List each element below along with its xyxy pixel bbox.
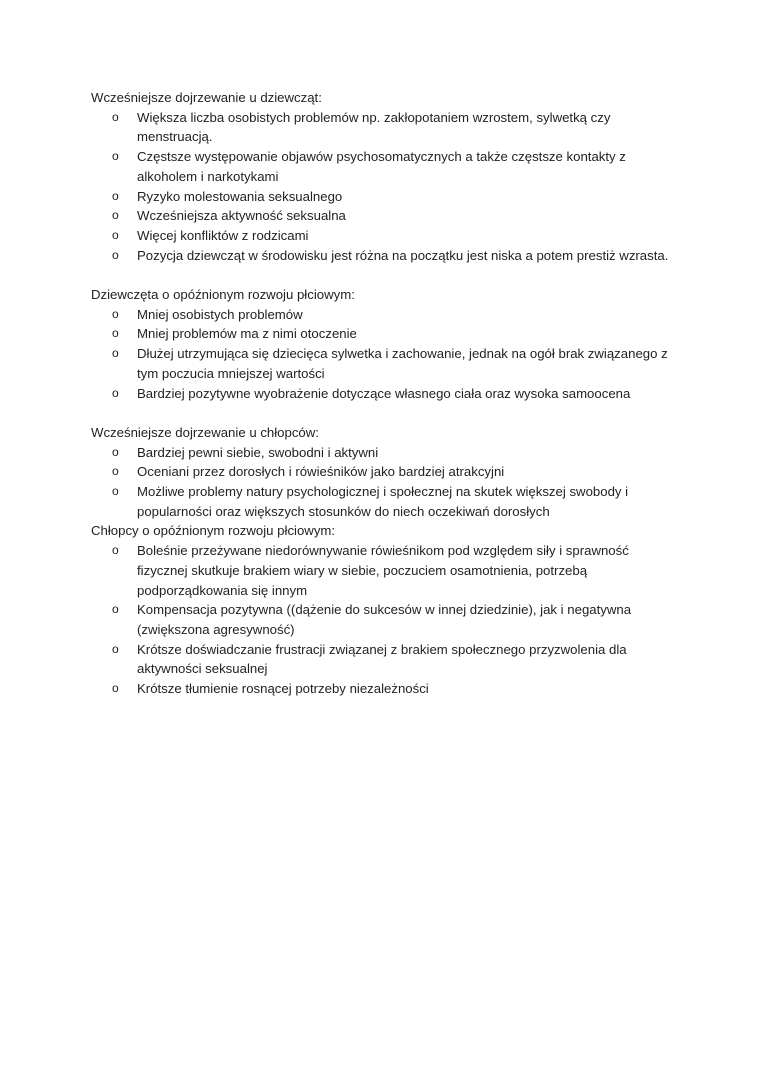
bullet-circle-icon: o bbox=[112, 346, 119, 361]
bullet-circle-icon: o bbox=[112, 602, 119, 617]
list-item bbox=[91, 462, 670, 482]
list-item bbox=[91, 305, 670, 325]
list-item bbox=[91, 147, 670, 186]
bullet-list bbox=[91, 305, 670, 404]
list-item-text: Więcej konfliktów z rodzicami bbox=[137, 227, 309, 243]
list-item bbox=[91, 206, 670, 226]
list-item-text: Większa liczba osobistych problemów np. zakłopotaniem wzrostem, sylwetką czy menstruacją. bbox=[137, 109, 611, 145]
bullet-circle-icon: o bbox=[112, 247, 119, 262]
list-item-text: Wcześniejsza aktywność seksualna bbox=[137, 208, 346, 224]
list-item bbox=[91, 443, 670, 463]
bullet-circle-icon: o bbox=[112, 385, 119, 400]
list-item-text: Boleśnie przeżywane niedorównywanie rówieśnikom pod względem siły i sprawność fizycznej skutkuje brakiem wiary w siebie, poczuciem osamotnienia, potrzebą podporządkowania się innym bbox=[137, 543, 629, 598]
list-item-text: Mniej osobistych problemów bbox=[137, 306, 303, 322]
list-item-text: Kompensacja pozytywna ((dążenie do sukcesów w innej dziedzinie), jak i negatywna (zwiększona agresywność) bbox=[137, 602, 632, 637]
bullet-circle-icon: o bbox=[112, 109, 119, 124]
bullet-circle-icon: o bbox=[112, 484, 119, 499]
list-item-text: Oceniani przez dorosłych i rówieśników jako bardziej atrakcyjni bbox=[137, 464, 505, 480]
list-item bbox=[91, 541, 670, 600]
section-delayed-puberty-girls bbox=[91, 285, 670, 403]
section-early-puberty-boys bbox=[91, 423, 670, 522]
list-item bbox=[91, 324, 670, 344]
bullet-circle-icon: o bbox=[112, 208, 119, 223]
section-delayed-puberty-boys bbox=[91, 521, 670, 698]
list-item-text: Ryzyko molestowania seksualnego bbox=[137, 188, 343, 204]
bullet-circle-icon: o bbox=[112, 227, 119, 242]
list-item-text: Krótsze tłumienie rosnącej potrzeby niezależności bbox=[137, 681, 429, 697]
list-item bbox=[91, 344, 670, 383]
list-item bbox=[91, 679, 670, 699]
section-heading: Chłopcy o opóźnionym rozwoju płciowym: bbox=[91, 523, 336, 539]
list-item-text: Bardziej pewni siebie, swobodni i aktywni bbox=[137, 444, 379, 460]
list-item bbox=[91, 226, 670, 246]
bullet-circle-icon: o bbox=[112, 149, 119, 164]
bullet-circle-icon: o bbox=[112, 681, 119, 696]
section-heading: Wcześniejsze dojrzewanie u dziewcząt: bbox=[91, 90, 322, 105]
bullet-list bbox=[91, 541, 670, 699]
list-item-text: Krótsze doświadczanie frustracji związanej z brakiem społecznego przyzwolenia dla aktywności seksualnej bbox=[137, 641, 627, 677]
list-item-text: Częstsze występowanie objawów psychosomatycznych a także częstsze kontakty z alkoholem i narkotykami bbox=[137, 149, 626, 184]
list-item-text: Pozycja dziewcząt w środowisku jest różna na początku jest niska a potem prestiż wzrasta. bbox=[137, 247, 669, 263]
bullet-list bbox=[91, 108, 670, 266]
bullet-circle-icon: o bbox=[112, 326, 119, 341]
bullet-circle-icon: o bbox=[112, 306, 119, 321]
list-item-text: Mniej problemów ma z nimi otoczenie bbox=[137, 326, 357, 342]
list-item bbox=[91, 246, 670, 266]
bullet-circle-icon: o bbox=[112, 641, 119, 656]
bullet-circle-icon: o bbox=[112, 464, 119, 479]
section-heading: Dziewczęta o opóźnionym rozwoju płciowym: bbox=[91, 287, 355, 303]
list-item bbox=[91, 108, 670, 147]
list-item-text: Dłużej utrzymująca się dziecięca sylwetka i zachowanie, jednak na ogół brak związanego z tym poczucia mniejszej wartości bbox=[137, 346, 668, 381]
bullet-circle-icon: o bbox=[112, 188, 119, 203]
bullet-circle-icon: o bbox=[112, 543, 119, 558]
list-item bbox=[91, 187, 670, 207]
list-item-text: Bardziej pozytywne wyobrażenie dotyczące własnego ciała oraz wysoka samoocena bbox=[137, 385, 631, 401]
list-item bbox=[91, 384, 670, 404]
list-item-text: Możliwe problemy natury psychologicznej i społecznej na skutek większej swobody i popularności oraz większych stosunków do niech oczekiwań dorosłych bbox=[137, 484, 629, 519]
bullet-circle-icon: o bbox=[112, 444, 119, 459]
list-item bbox=[91, 600, 670, 639]
document-body bbox=[91, 88, 670, 699]
section-heading: Wcześniejsze dojrzewanie u chłopców: bbox=[91, 424, 319, 440]
list-item bbox=[91, 640, 670, 679]
section-early-puberty-girls bbox=[91, 88, 670, 265]
list-item bbox=[91, 482, 670, 521]
bullet-list bbox=[91, 443, 670, 522]
